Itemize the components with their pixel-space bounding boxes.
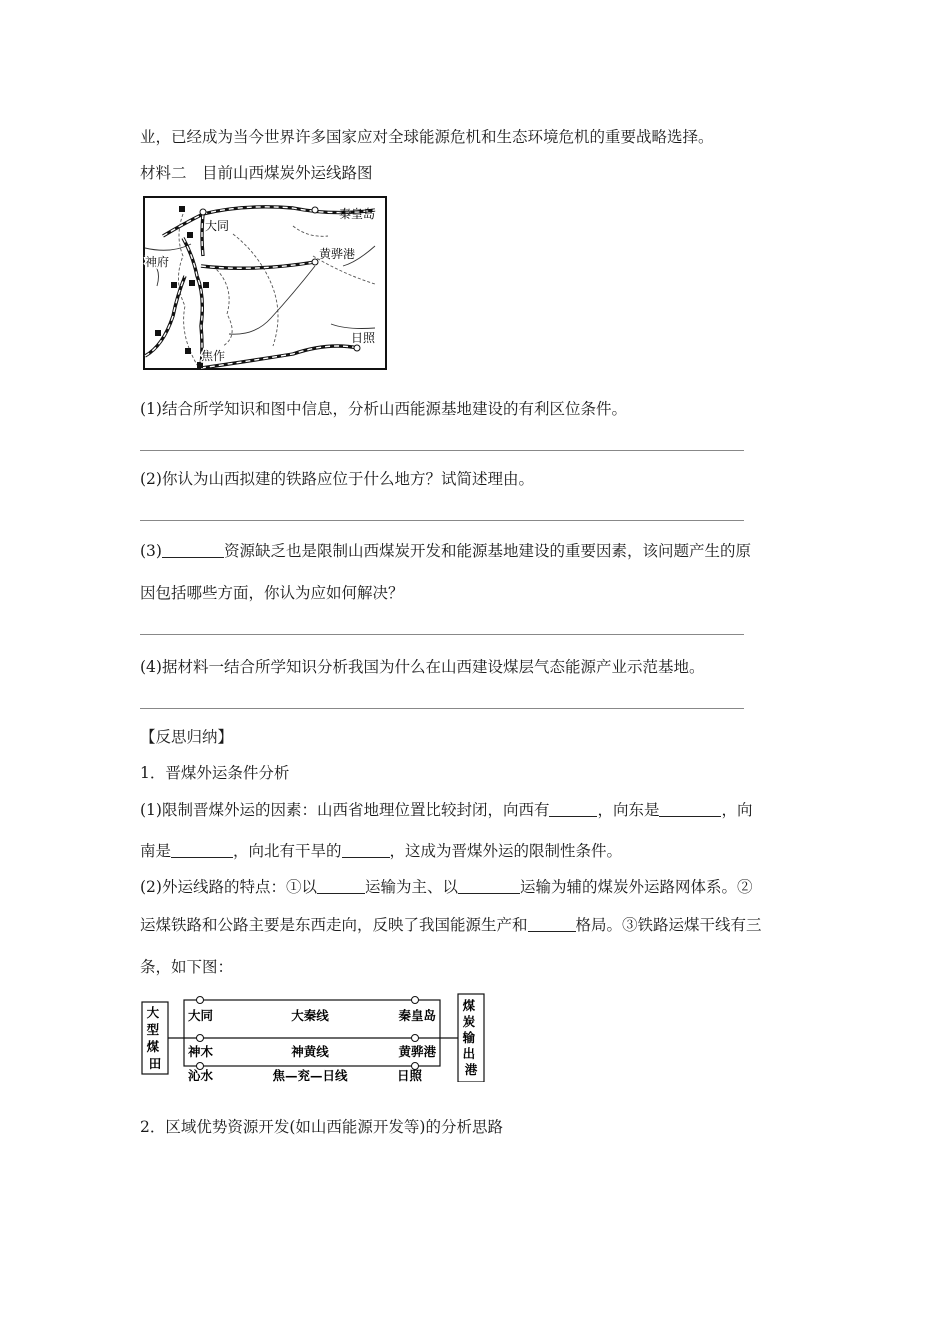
q3-prefix: (3) [140,542,162,560]
right-box-label: 煤 炭 输 出 港 [462,998,478,1077]
p2-text-d: 运煤铁路和公路主要是东西走向，反映了我国能源生产和 [140,916,528,934]
map-label-rizhao: 日照 [351,331,376,345]
left-box-label: 大 型 煤 田 [146,1005,162,1071]
line2-name: 神黄线 [291,1044,329,1059]
question-3-line2: 因包括哪些方面，你认为应如何解决？ [140,584,404,602]
map-label-datong: 大同 [205,219,230,233]
blank-consumption [528,915,576,932]
map-label-qinhuangdao: 秦皇岛 [339,207,376,221]
blank-aux-transport [458,877,520,894]
line2-from: 神木 [188,1044,214,1059]
question-3-line1 [140,540,751,562]
line3-name: 焦—兖—日线 [272,1068,348,1082]
question-1: (1)结合所学知识和图中信息，分析山西能源基地建设的有利区位条件。 [140,400,627,418]
map-label-huanghua: 黄骅港 [319,247,356,261]
p2-text-c: 运输为辅的煤炭外运路网体系。② [519,878,753,896]
question-2: (2)你认为山西拟建的铁路应位于什么地方？试简述理由。 [140,470,534,488]
reflection-heading: 【反思归纳】 [140,728,234,746]
blank-east [659,800,721,817]
line3-to: 日照 [396,1068,422,1082]
intro-line: 业，已经成为当今世界许多国家应对全球能源危机和生态环境危机的重要战略选择。 [140,128,714,146]
answer-line-4 [140,708,744,709]
p1-text-d: 南是 [140,842,172,860]
q3-blank [162,541,224,558]
p1-line1 [140,799,753,821]
blank-west [549,800,597,817]
q3-text: 资源缺乏也是限制山西煤炭开发和能源基地建设的重要因素，该问题产生的原 [223,542,751,560]
p1-text-a: (1)限制晋煤外运的因素：山西省地理位置比较封闭，向西有 [140,801,550,819]
question-4: (4)据材料一结合所学知识分析我国为什么在山西建设煤层气态能源产业示范基地。 [140,658,705,676]
p2-line2 [140,914,762,936]
p1-line2 [140,840,622,862]
map-label-jiaozuo: 焦作 [201,349,226,363]
p1-text-b: ，向东是 [597,801,660,819]
rail-diagram [140,992,490,1082]
p1-text-e: ，向北有干旱的 [233,842,342,860]
p2-line1 [140,876,753,898]
p2-line3: 条，如下图： [140,958,234,976]
answer-line-2 [140,520,744,521]
p1-text-f: ，这成为晋煤外运的限制性条件。 [389,842,623,860]
blank-north [342,841,390,858]
blank-south [171,841,233,858]
line1-from: 大同 [188,1008,214,1023]
p2-text-b: 运输为主、以 [364,878,458,896]
answer-line-3 [140,634,744,635]
line3-from: 沁水 [188,1068,214,1082]
p1-text-c: ，向 [721,801,753,819]
map-label-shenfu: 神府 [145,255,170,269]
line1-name: 大秦线 [291,1008,329,1023]
line2-to: 黄骅港 [398,1044,436,1059]
p2-text-a: (2)外运线路的特点：①以 [140,878,317,896]
answer-line-1 [140,450,744,451]
blank-main-transport [317,877,365,894]
item1-title: 1．晋煤外运条件分析 [140,764,290,782]
coal-transport-map [143,196,387,370]
p2-text-e: 格局。③铁路运煤干线有三 [575,916,762,934]
line1-to: 秦皇岛 [398,1008,436,1023]
material2-title: 材料二 目前山西煤炭外运线路图 [140,164,373,182]
item2-title: 2．区域优势资源开发(如山西能源开发等)的分析思路 [140,1118,503,1136]
